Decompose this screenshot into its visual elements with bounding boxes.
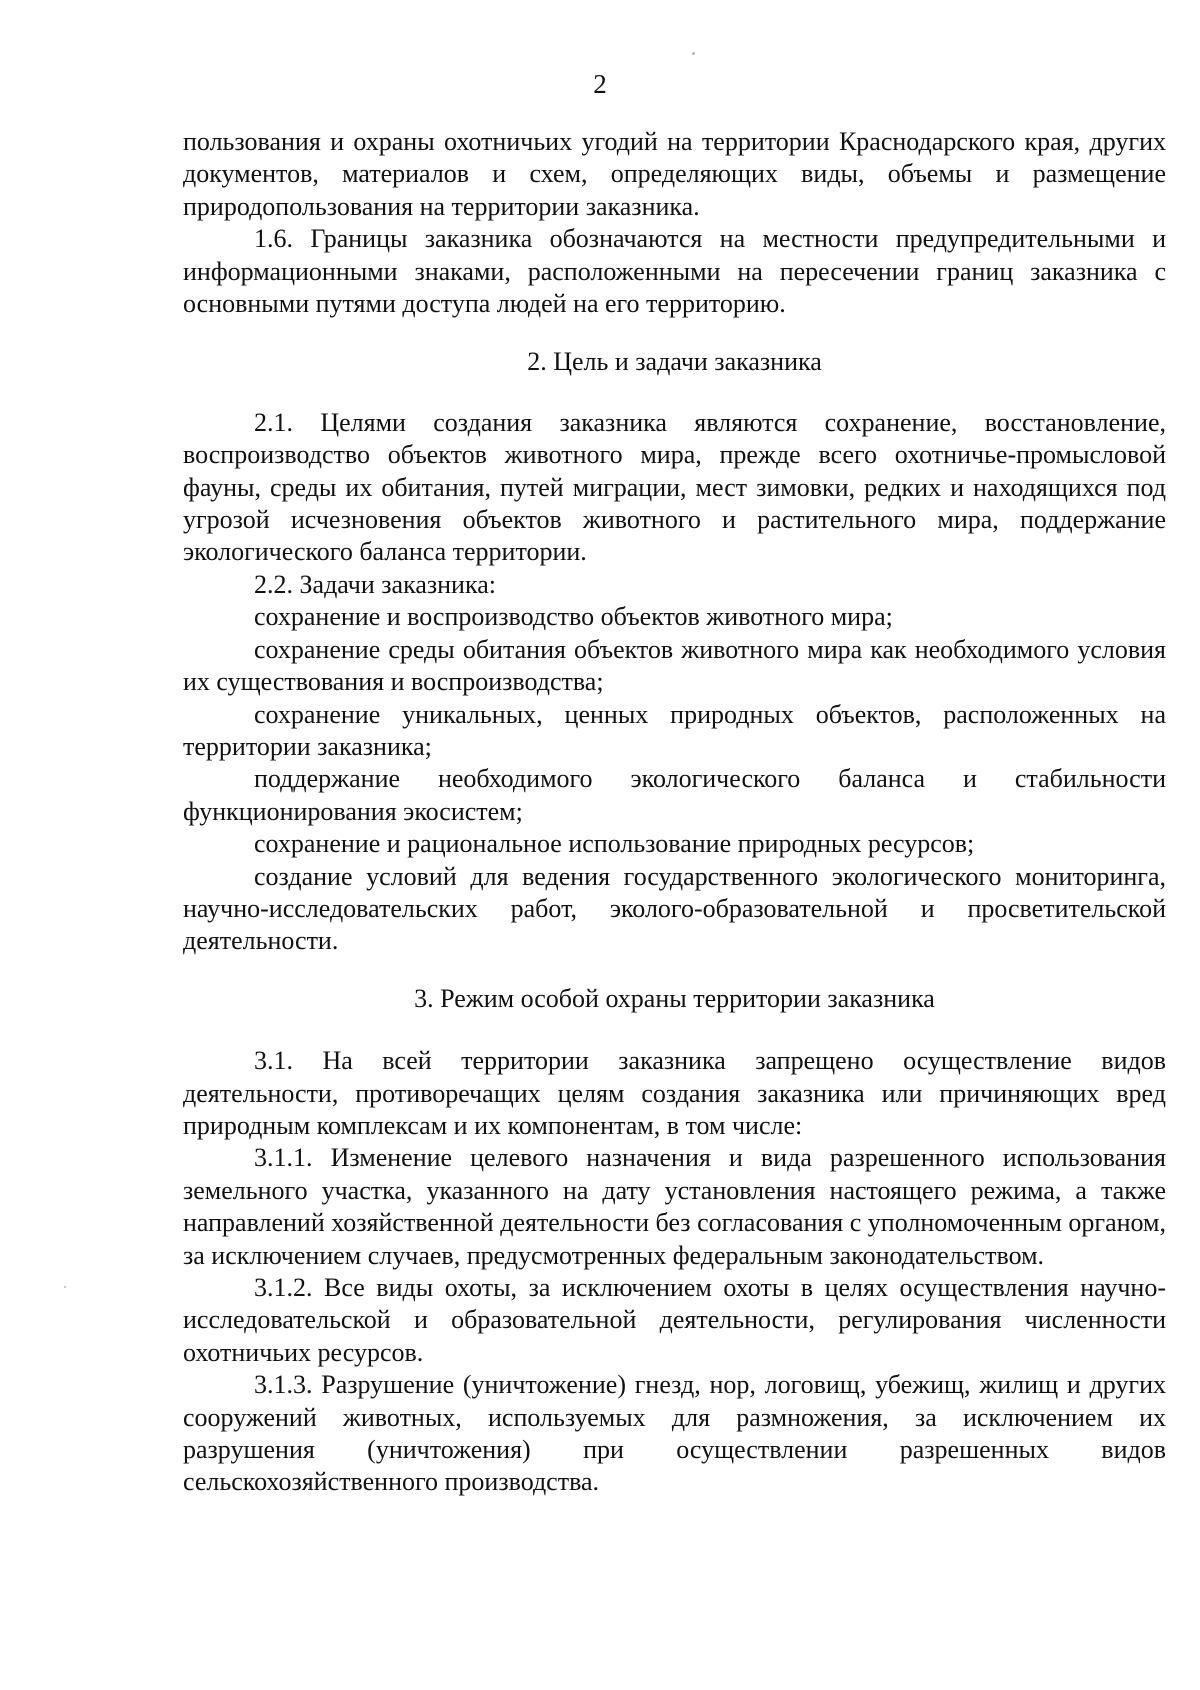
- paragraph-1-6: 1.6. Границы заказника обозначаются на местности предупредительными и информационными знаками, расположенными на пересечении границ заказника с основными путями доступа людей на его территорию.: [183, 224, 1166, 319]
- paragraph-2-2: 2.2. Задачи заказника:: [254, 569, 496, 599]
- task-item: поддержание необходимого экологического баланса и стабильности функционирования экосистем;: [183, 764, 1166, 826]
- paragraph-3-1-3: 3.1.3. Разрушение (уничтожение) гнезд, нор, логовищ, убежищ, жилищ и других сооружений животных, используемых для размножения, за исключением их разрушения (уничтожения) при осуществлении разрешенных видов сельскохозяйственного производства.: [183, 1370, 1166, 1497]
- paragraph-3-1: 3.1. На всей территории заказника запрещено осуществление видов деятельности, противоречащих целям создания заказника или причиняющих вред природным комплексам и их компонентам, в том числе:: [183, 1046, 1166, 1140]
- scan-speck: [64, 1286, 66, 1288]
- task-item: сохранение и воспроизводство объектов животного мира;: [254, 602, 893, 632]
- paragraph-3-1-1: 3.1.1. Изменение целевого назначения и вида разрешенного использования земельного участка, указанного на дату установления настоящего режима, а также направлений хозяйственной деятельности без согласования с уполномоченным органом, за исключением случаев, предусмотренных федеральным законодательством.: [183, 1143, 1166, 1270]
- task-item: создание условий для ведения государственного экологического мониторинга, научно-исследовательских работ, эколого-образовательной и просветительской деятельности.: [183, 861, 1166, 956]
- paragraph-intro: пользования и охраны охотничьих угодий на территории Краснодарского края, других документов, материалов и схем, определяющих виды, объемы и размещение природопользования на территории заказника.: [183, 127, 1166, 221]
- task-item: сохранение среды обитания объектов животного мира как необходимого условия их существования и воспроизводства;: [183, 634, 1166, 697]
- task-item: сохранение и рациональное использование природных ресурсов;: [254, 829, 975, 859]
- paragraph-3-1-2: 3.1.2. Все виды охоты, за исключением охоты в целях осуществления научно-исследовательской и образовательной деятельности, регулирования численности охотничьих ресурсов.: [183, 1273, 1166, 1367]
- scan-speck: [692, 52, 695, 55]
- page-number: 2: [593, 69, 607, 99]
- section-heading-2: 2. Цель и задачи заказника: [527, 347, 822, 377]
- paragraph-2-1: 2.1. Целями создания заказника являются сохранение, восстановление, воспроизводство объектов животного мира, прежде всего охотничье-промысловой фауны, среды их обитания, путей миграции, мест зимовки, редких и находящихся под угрозой исчезновения объектов животного и растительного мира, поддержание экологического баланса территории.: [183, 407, 1166, 567]
- section-heading-3: 3. Режим особой охраны территории заказника: [414, 983, 935, 1013]
- document-body: [183, 126, 1166, 1499]
- task-item: сохранение уникальных, ценных природных объектов, расположенных на территории заказника;: [183, 699, 1166, 761]
